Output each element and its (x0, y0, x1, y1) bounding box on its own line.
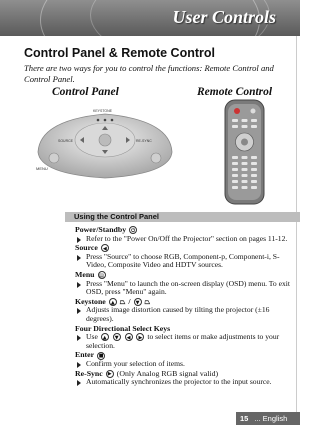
directional-keys-term: Four Directional Select Keys (75, 323, 171, 333)
keystone-term: Keystone ▲ ⏢ / ▼ ⏢ (75, 296, 151, 306)
keystone-desc: Adjusts image distortion caused by tilting the projector (±16 degrees). (75, 306, 290, 323)
menu-desc: Press "Menu" to launch the on-screen display (OSD) menu. To exit OSD, press "Menu" again. (75, 280, 290, 297)
menu-button-icon (49, 153, 59, 163)
control-panel-heading: Control Panel (52, 86, 119, 98)
control-descriptions (75, 225, 290, 388)
resync-term: Re-Sync ▶ (Only Analog RGB signal valid) (75, 368, 219, 378)
source-term: Source ◀ (75, 244, 290, 253)
left-arrow-key-icon: ◀ (125, 333, 133, 341)
down-arrow-key-icon: ▼ (134, 298, 142, 306)
menu-key-icon: ▤ (99, 272, 104, 279)
svg-text:RE-SYNC: RE-SYNC (136, 139, 152, 143)
power-icon: ⏻ (129, 226, 137, 234)
remote-power-icon (234, 108, 240, 114)
left-arrow-key-icon: ◀ (101, 244, 109, 252)
page-footer (236, 412, 300, 425)
menu-term: Menu ▤ (75, 269, 104, 279)
header-banner (0, 0, 300, 36)
enter-key-icon (99, 134, 111, 146)
directional-keys-desc: Use ▲ ▼ ◀ ▶ to select items or make adjustments to your selection. (75, 333, 290, 350)
enter-key-icon: ■ (98, 353, 104, 360)
up-arrow-key-icon: ▲ (101, 333, 109, 341)
right-arrow-key-icon: ▶ (136, 333, 144, 341)
power-standby-desc: Refer to the "Power On/Off the Projector" section on pages 11-12. (75, 235, 290, 244)
right-arrow-key-icon: ▶ (106, 370, 114, 378)
section-intro: There are two ways for you to control the functions: Remote Control and Control Panel. (24, 63, 274, 84)
page-header-title: User Controls (172, 7, 276, 27)
down-arrow-key-icon: ▼ (113, 333, 121, 341)
language-label: ... English (254, 414, 288, 423)
margin-rule (296, 36, 297, 416)
svg-text:SOURCE: SOURCE (58, 139, 73, 143)
power-button-icon (151, 153, 161, 163)
remote-control-illustration (217, 98, 272, 206)
source-desc: Press "Source" to choose RGB, Component-p, Component-i, S-Video, Composite Video and HDTV sources. (75, 253, 290, 270)
subheading: Using the Control Panel (74, 212, 160, 221)
keystone-shape-inverted-icon: ⏢ (144, 297, 151, 306)
remote-control-heading: Remote Control (197, 86, 273, 98)
up-arrow-key-icon: ▲ (109, 298, 117, 306)
enter-term: Enter ■ (75, 350, 104, 360)
svg-text:MENU: MENU (36, 166, 48, 171)
control-panel-illustration (30, 100, 180, 180)
resync-desc: Automatically synchronizes the projector to the input source. (75, 378, 290, 387)
keystone-shape-icon: ⏢ (119, 297, 126, 306)
section-title: Control Panel & Remote Control (24, 46, 215, 60)
svg-text:KEYSTONE: KEYSTONE (93, 109, 112, 113)
enter-desc: Confirm your selection of items. (75, 360, 290, 369)
power-standby-term: Power/Standby ⏻ (75, 226, 290, 235)
page-number: 15 (240, 414, 249, 423)
